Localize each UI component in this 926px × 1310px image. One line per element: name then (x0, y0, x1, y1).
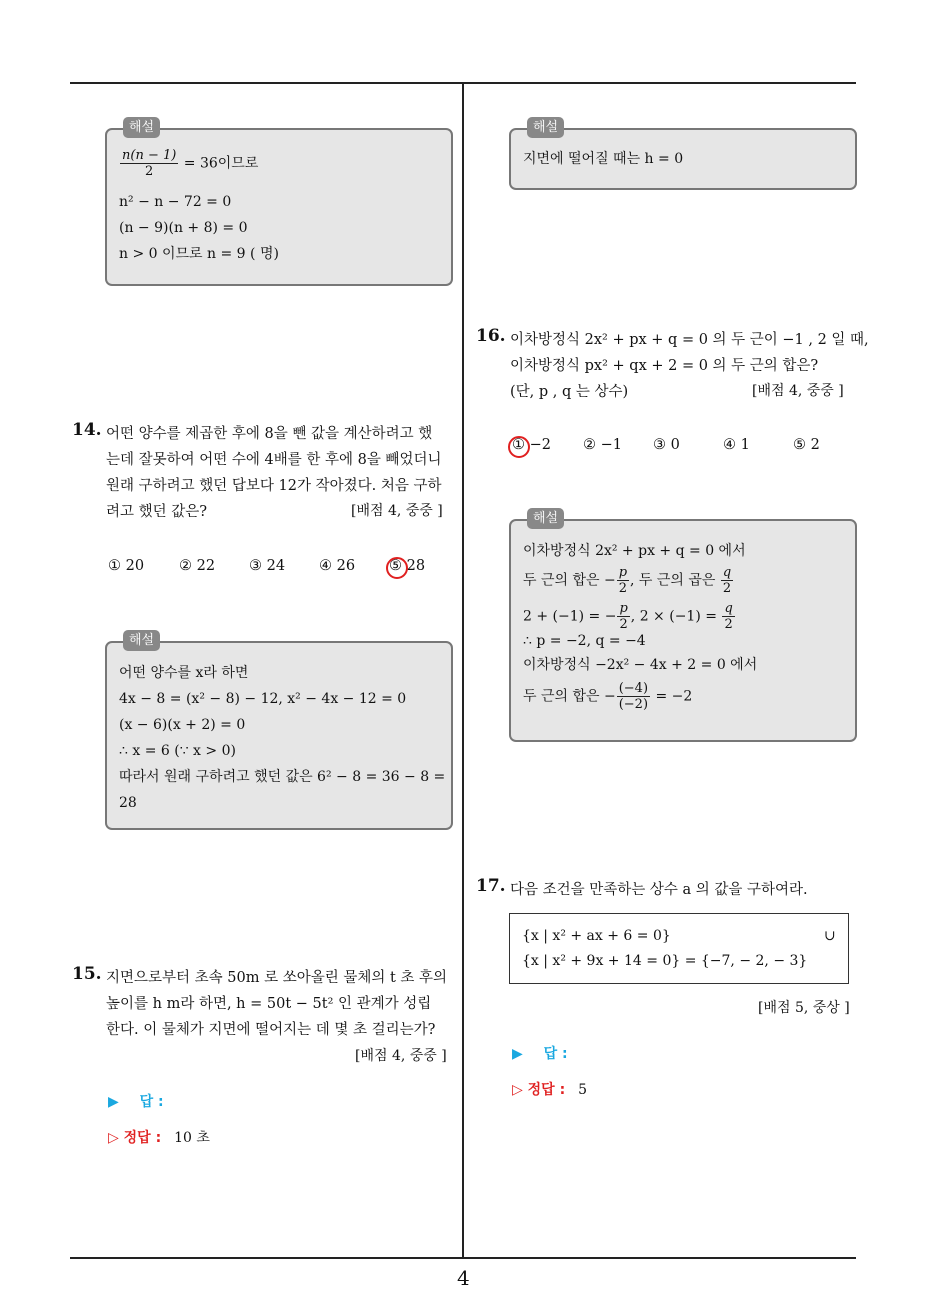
correct-label: 정답 : (123, 1130, 162, 1146)
question-text-line: 다음 조건을 만족하는 상수 a 의 값을 구하여라. (510, 882, 808, 898)
solution-line: n > 0 이므로 n = 9 ( 명) (119, 246, 279, 262)
correct-value: 10 초 (174, 1130, 210, 1146)
solution-line: 어떤 양수를 x라 하면 (119, 665, 249, 681)
score-label: [배점 4, 중중 ] (752, 383, 844, 399)
marked-answer-circle (386, 557, 408, 579)
question-text-line: 려고 했던 값은? (106, 504, 208, 520)
question-number-17: 17. (476, 876, 506, 896)
solution-tag: 해설 (527, 508, 564, 529)
bottom-rule (70, 1257, 856, 1259)
solution-line: $\frac{n(n - 1)}{2}$ = 36이므로 (122, 148, 259, 179)
fraction: $\frac{p}{2}$ (618, 565, 628, 596)
choice-3[interactable]: ③ 0 (653, 437, 680, 453)
play-icon: ▶ (512, 1046, 523, 1062)
choice-1[interactable]: ① 20 (108, 558, 145, 574)
solution-box-15 (509, 120, 857, 190)
triangle-outline-icon: ▷ (108, 1130, 119, 1146)
fraction: $\frac{q}{2}$ (722, 565, 732, 596)
fraction: $\frac{q}{2}$ (724, 601, 733, 632)
question-text-line: (단, p , q 는 상수) (510, 384, 629, 400)
solution-line: 2 + (−1) = − $\frac{p}{2}$ , 2 × (−1) = $\frac{q}{2}$ (523, 601, 733, 632)
solution-box-16 (509, 511, 857, 742)
answer-label: 답 : (543, 1046, 568, 1062)
condition-line: {x | x² + 9x + 14 = 0} = {−7, − 2, − 3} (522, 953, 808, 969)
question-text-line: 한다. 이 물체가 지면에 떨어지는 데 몇 초 걸리는가? (106, 1022, 436, 1038)
solution-line: 이차방정식 −2x² − 4x + 2 = 0 에서 (523, 657, 758, 673)
solution-line: (n − 9)(n + 8) = 0 (119, 220, 248, 236)
correct-row-17 (512, 1079, 587, 1099)
question-text-line: 이차방정식 px² + qx + 2 = 0 의 두 근의 합은? (510, 358, 819, 374)
fraction: $\frac{n(n - 1)}{2}$ (122, 148, 177, 179)
solution-tag: 해설 (123, 630, 160, 651)
solution-box-14 (105, 633, 453, 830)
solution-line: n² − n − 72 = 0 (119, 194, 232, 210)
choice-5[interactable]: ⑤ 28 (389, 558, 426, 574)
solution-line: (x − 6)(x + 2) = 0 (119, 717, 246, 733)
question-text-line: 지면으로부터 초속 50m 로 쏘아올린 물체의 t 초 후의 (106, 970, 448, 986)
question-number-16: 16. (476, 326, 506, 346)
solution-line: 4x − 8 = (x² − 8) − 12, x² − 4x − 12 = 0 (119, 691, 407, 707)
solution-tag: 해설 (527, 117, 564, 138)
correct-value: 5 (578, 1082, 587, 1098)
triangle-outline-icon: ▷ (512, 1082, 523, 1098)
choice-5[interactable]: ⑤ 2 (793, 437, 820, 453)
question-number-14: 14. (72, 420, 102, 440)
question-number-15: 15. (72, 964, 102, 984)
choice-4[interactable]: ④ 26 (319, 558, 356, 574)
choice-2[interactable]: ② −1 (583, 437, 622, 453)
score-label: [배점 4, 중중 ] (355, 1048, 447, 1064)
fraction: $\frac{(-4)}{(-2)}$ (618, 681, 649, 712)
solution-box-13 (105, 120, 453, 286)
fraction: $\frac{p}{2}$ (619, 601, 628, 632)
answer-row-15 (108, 1091, 164, 1111)
choice-4[interactable]: ④ 1 (723, 437, 750, 453)
question-text-line: 이차방정식 2x² + px + q = 0 의 두 근이 −1 , 2 일 때, (510, 332, 869, 348)
answer-row-17 (512, 1043, 568, 1063)
question-text-line: 어떤 양수를 제곱한 후에 8을 뺀 값을 계산하려고 했 (106, 426, 433, 442)
answer-label: 답 : (139, 1094, 164, 1110)
solution-line: 28 (119, 795, 137, 811)
marked-answer-circle (508, 436, 530, 458)
score-label: [배점 4, 중중 ] (351, 503, 443, 519)
solution-line: ∴ x = 6 (∵ x > 0) (119, 743, 236, 759)
correct-label: 정답 : (527, 1082, 566, 1098)
correct-row-15 (108, 1127, 210, 1147)
choice-3[interactable]: ③ 24 (249, 558, 286, 574)
solution-line: 따라서 원래 구하려고 했던 값은 6² − 8 = 36 − 8 = (119, 769, 446, 785)
solution-line: ∴ p = −2, q = −4 (523, 633, 646, 649)
page-number: 4 (457, 1266, 470, 1290)
solution-line: 두 근의 합은 − $\frac{(-4)}{(-2)}$ = −2 (523, 681, 693, 712)
column-divider (462, 82, 464, 1258)
play-icon: ▶ (108, 1094, 119, 1110)
condition-box (509, 913, 849, 984)
union-symbol: ∪ (824, 928, 836, 944)
question-text-line: 원래 구하려고 했던 답보다 12가 작아졌다. 처음 구하 (106, 478, 442, 494)
question-text-line: 는데 잘못하여 어떤 수에 4배를 한 후에 8을 빼었더니 (106, 452, 442, 468)
condition-line: {x | x² + ax + 6 = 0} (522, 928, 671, 944)
solution-line: 지면에 떨어질 때는 h = 0 (523, 151, 684, 167)
choice-2[interactable]: ② 22 (179, 558, 216, 574)
solution-line: 이차방정식 2x² + px + q = 0 에서 (523, 543, 746, 559)
solution-tag: 해설 (123, 117, 160, 138)
question-text-line: 높이를 h m라 하면, h = 50t − 5t² 인 관계가 성립 (106, 996, 432, 1012)
score-label: [배점 5, 중상 ] (758, 1000, 850, 1016)
solution-line: 두 근의 합은 − $\frac{p}{2}$ , 두 근의 곱은 $\frac{q}{2}$ (523, 565, 732, 596)
choice-1[interactable]: ① −2 (512, 437, 551, 453)
